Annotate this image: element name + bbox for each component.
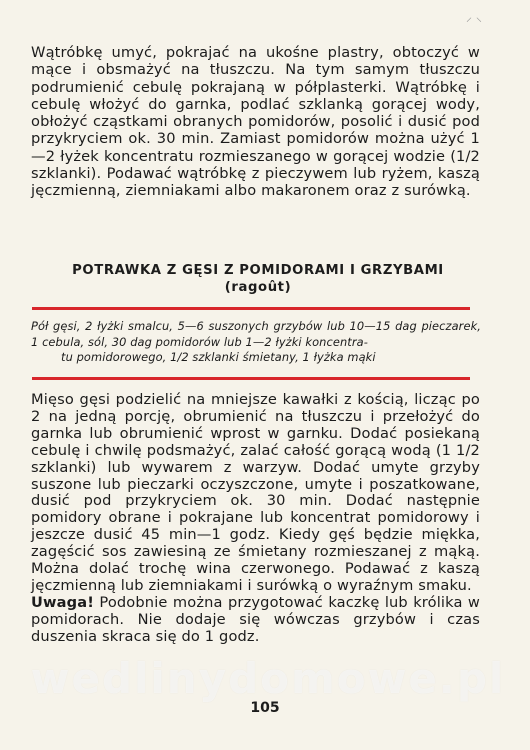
divider-top: [32, 307, 470, 310]
recipe-heading: [28, 262, 488, 296]
intro-paragraph: Wątróbkę umyć, pokrajać na ukośne plastry, obtoczyć w mące i obsmażyć na tłuszczu. Na tym samym tłuszczu podrumienić cebulę pokrajaną w półplasterki. Wątróbkę i cebulę włożyć do garnka, podlać szklanką gorącej wody, obłożyć cząstkami obranych pomidorów, posolić i dusić pod przykryciem ok. 30 min. Zamiast pomidorów można użyć 1—2 łyżek koncentratu rozmieszanego w gorącej wodzie (1/2 szklanki). Podawać wątróbkę z pieczywem lub ryżem, kaszą jęczmienną, ziemniakami albo makaronem oraz z surówką.: [31, 44, 480, 200]
recipe-method: [31, 392, 480, 646]
note-paragraph: [31, 595, 480, 646]
watermark: wedlinydomowe.pl: [30, 654, 506, 703]
ingredients-line-1: Pół gęsi, 2 łyżki smalcu, 5—6 suszonych grzybów lub 10—15 dag pieczarek, 1 cebula, sól, 30 dag pomidorów lub 1—2 łyżki koncentra-: [31, 319, 481, 349]
ingredients-list: [31, 319, 481, 366]
corner-mark: ⸝ ⸜: [466, 10, 482, 24]
divider-bottom: [32, 377, 470, 380]
page-number: 105: [250, 700, 280, 716]
note-label: Uwaga!: [31, 593, 95, 611]
ingredients-line-2: tu pomidorowego, 1/2 szklanki śmietany, 1 łyżka mąki: [61, 350, 376, 364]
recipe-title: POTRAWKA Z GĘSI Z POMIDORAMI I GRZYBAMI: [72, 263, 444, 278]
method-paragraph: Mięso gęsi podzielić na mniejsze kawałki z kością, licząc po 2 na jedną porcję, obrumienić na tłuszczu i przełożyć do garnka lub obrumienić wprost w garnku. Dodać posiekaną cebulę i chwilę podsmażyć, zalać całość gorącą wodą (1 1/2 szklanki) lub wywarem z warzyw. Dodać umyte grzyby suszone lub pieczarki oczyszczone, umyte i poszatkowane, dusić pod przykryciem ok. 30 min. Dodać następnie pomidory obrane i pokrajane lub koncentrat pomidorowy i jeszcze dusić 45 min—1 godz. Kiedy gęś będzie miękka, zagęścić sos zawiesiną ze śmietany rozmieszanej z mąką. Można dolać trochę wina czerwonego. Podawać z kaszą jęczmienną lub ziemniakami i surówką o wyraźnym smaku.: [31, 391, 480, 594]
intro-text: [31, 44, 480, 200]
recipe-subtitle: (ragoût): [224, 280, 292, 295]
note-text: Podobnie można przygotować kaczkę lub królika w pomidorach. Nie dodaje się wówczas grzybów i czas duszenia skraca się do 1 godz.: [31, 593, 480, 645]
